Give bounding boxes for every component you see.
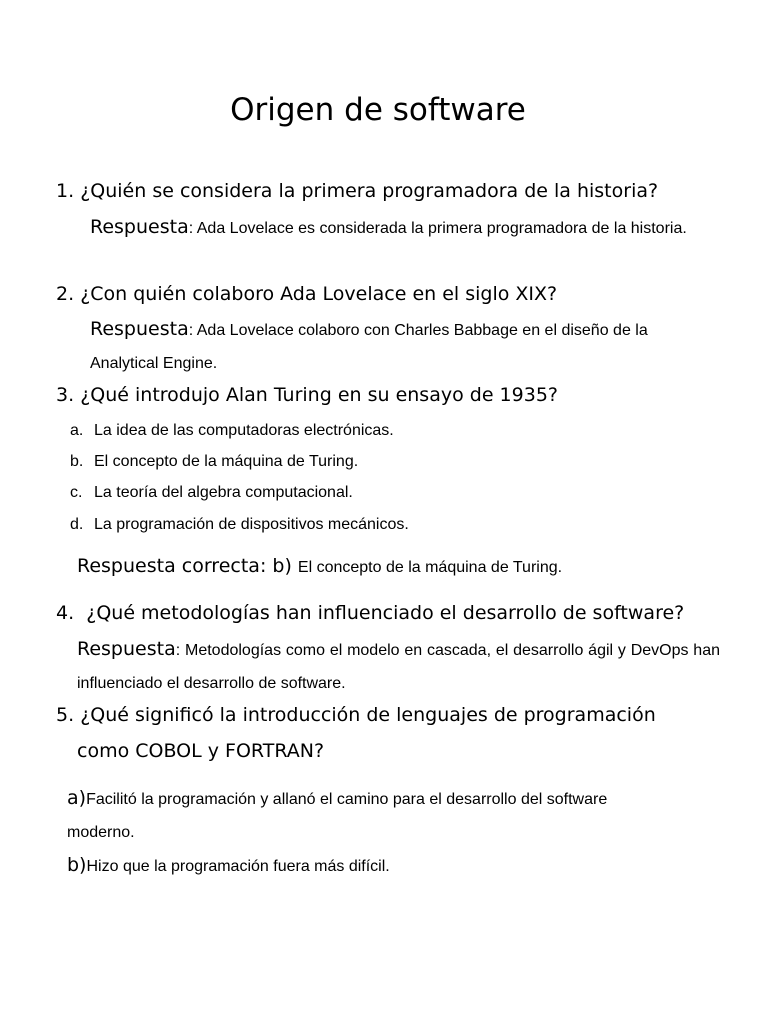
option-c — [70, 483, 353, 503]
option-5a — [67, 782, 667, 849]
answer-label: Respuesta correcta — [77, 555, 260, 577]
answer-text: El concepto de la máquina de Turing. — [297, 559, 563, 576]
option-text: El concepto de la máquina de Turing. — [94, 453, 359, 470]
page-title: Origen de software — [230, 92, 526, 128]
question-3 — [56, 377, 558, 413]
option-text: La programación de dispositivos mecánicos. — [94, 516, 409, 533]
question-number: 5. — [56, 704, 75, 726]
answer-label: Respuesta — [90, 216, 189, 238]
answer-choice: : b) — [259, 555, 298, 577]
option-letter: b. — [70, 453, 84, 470]
answer-2 — [90, 313, 715, 380]
question-5 — [56, 697, 656, 733]
answer-text: Ada Lovelace colaboro con Charles Babbage en el diseño de la Analytical Engine. — [90, 322, 648, 372]
option-text: La idea de las computadoras electrónicas. — [94, 422, 394, 439]
answer-1 — [90, 211, 690, 245]
option-letter: a) — [67, 787, 87, 809]
option-text: La teoría del algebra computacional. — [94, 484, 353, 501]
answer-separator: : — [188, 220, 194, 237]
answer-4 — [77, 633, 720, 700]
answer-text: Metodologías como el modelo en cascada, el desarrollo ágil y DevOps han influenciado el desarrollo de software. — [77, 642, 720, 692]
question-4 — [56, 595, 684, 631]
option-letter: d. — [70, 516, 84, 533]
question-5-continuation — [77, 733, 324, 769]
option-letter: c. — [70, 484, 83, 501]
question-number: 3. — [56, 384, 75, 406]
option-letter: b) — [67, 854, 87, 876]
answer-label: Respuesta — [77, 638, 176, 660]
question-text: ¿Con quién colaboro Ada Lovelace en el siglo XIX? — [80, 283, 558, 305]
option-text: Hizo que la programación fuera más difícil. — [86, 858, 390, 875]
question-number: 1. — [56, 180, 75, 202]
option-letter: a. — [70, 422, 84, 439]
option-text: Facilitó la programación y allanó el camino para el desarrollo del software moderno. — [67, 791, 608, 841]
answer-3 — [77, 550, 717, 584]
answer-text: Ada Lovelace es considerada la primera programadora de la historia. — [193, 220, 687, 237]
question-2 — [56, 276, 557, 312]
option-5b — [67, 849, 667, 883]
option-a — [70, 421, 394, 441]
question-text: ¿Qué metodologías han influenciado el desarrollo de software? — [86, 602, 685, 624]
answer-separator: : — [188, 322, 194, 339]
option-b — [70, 452, 358, 472]
question-number: 2. — [56, 283, 75, 305]
answer-separator: : — [175, 642, 185, 659]
question-text-line-1: ¿Qué significó la introducción de lenguajes de programación — [80, 704, 656, 726]
question-text: ¿Quién se considera la primera programadora de la historia? — [80, 180, 659, 202]
answer-label: Respuesta — [90, 318, 189, 340]
option-d — [70, 515, 409, 535]
question-number: 4. — [56, 602, 75, 624]
question-text: ¿Qué introdujo Alan Turing en su ensayo de 1935? — [80, 384, 558, 406]
question-text-line-2: como COBOL y FORTRAN? — [77, 740, 325, 762]
question-1 — [56, 173, 658, 209]
